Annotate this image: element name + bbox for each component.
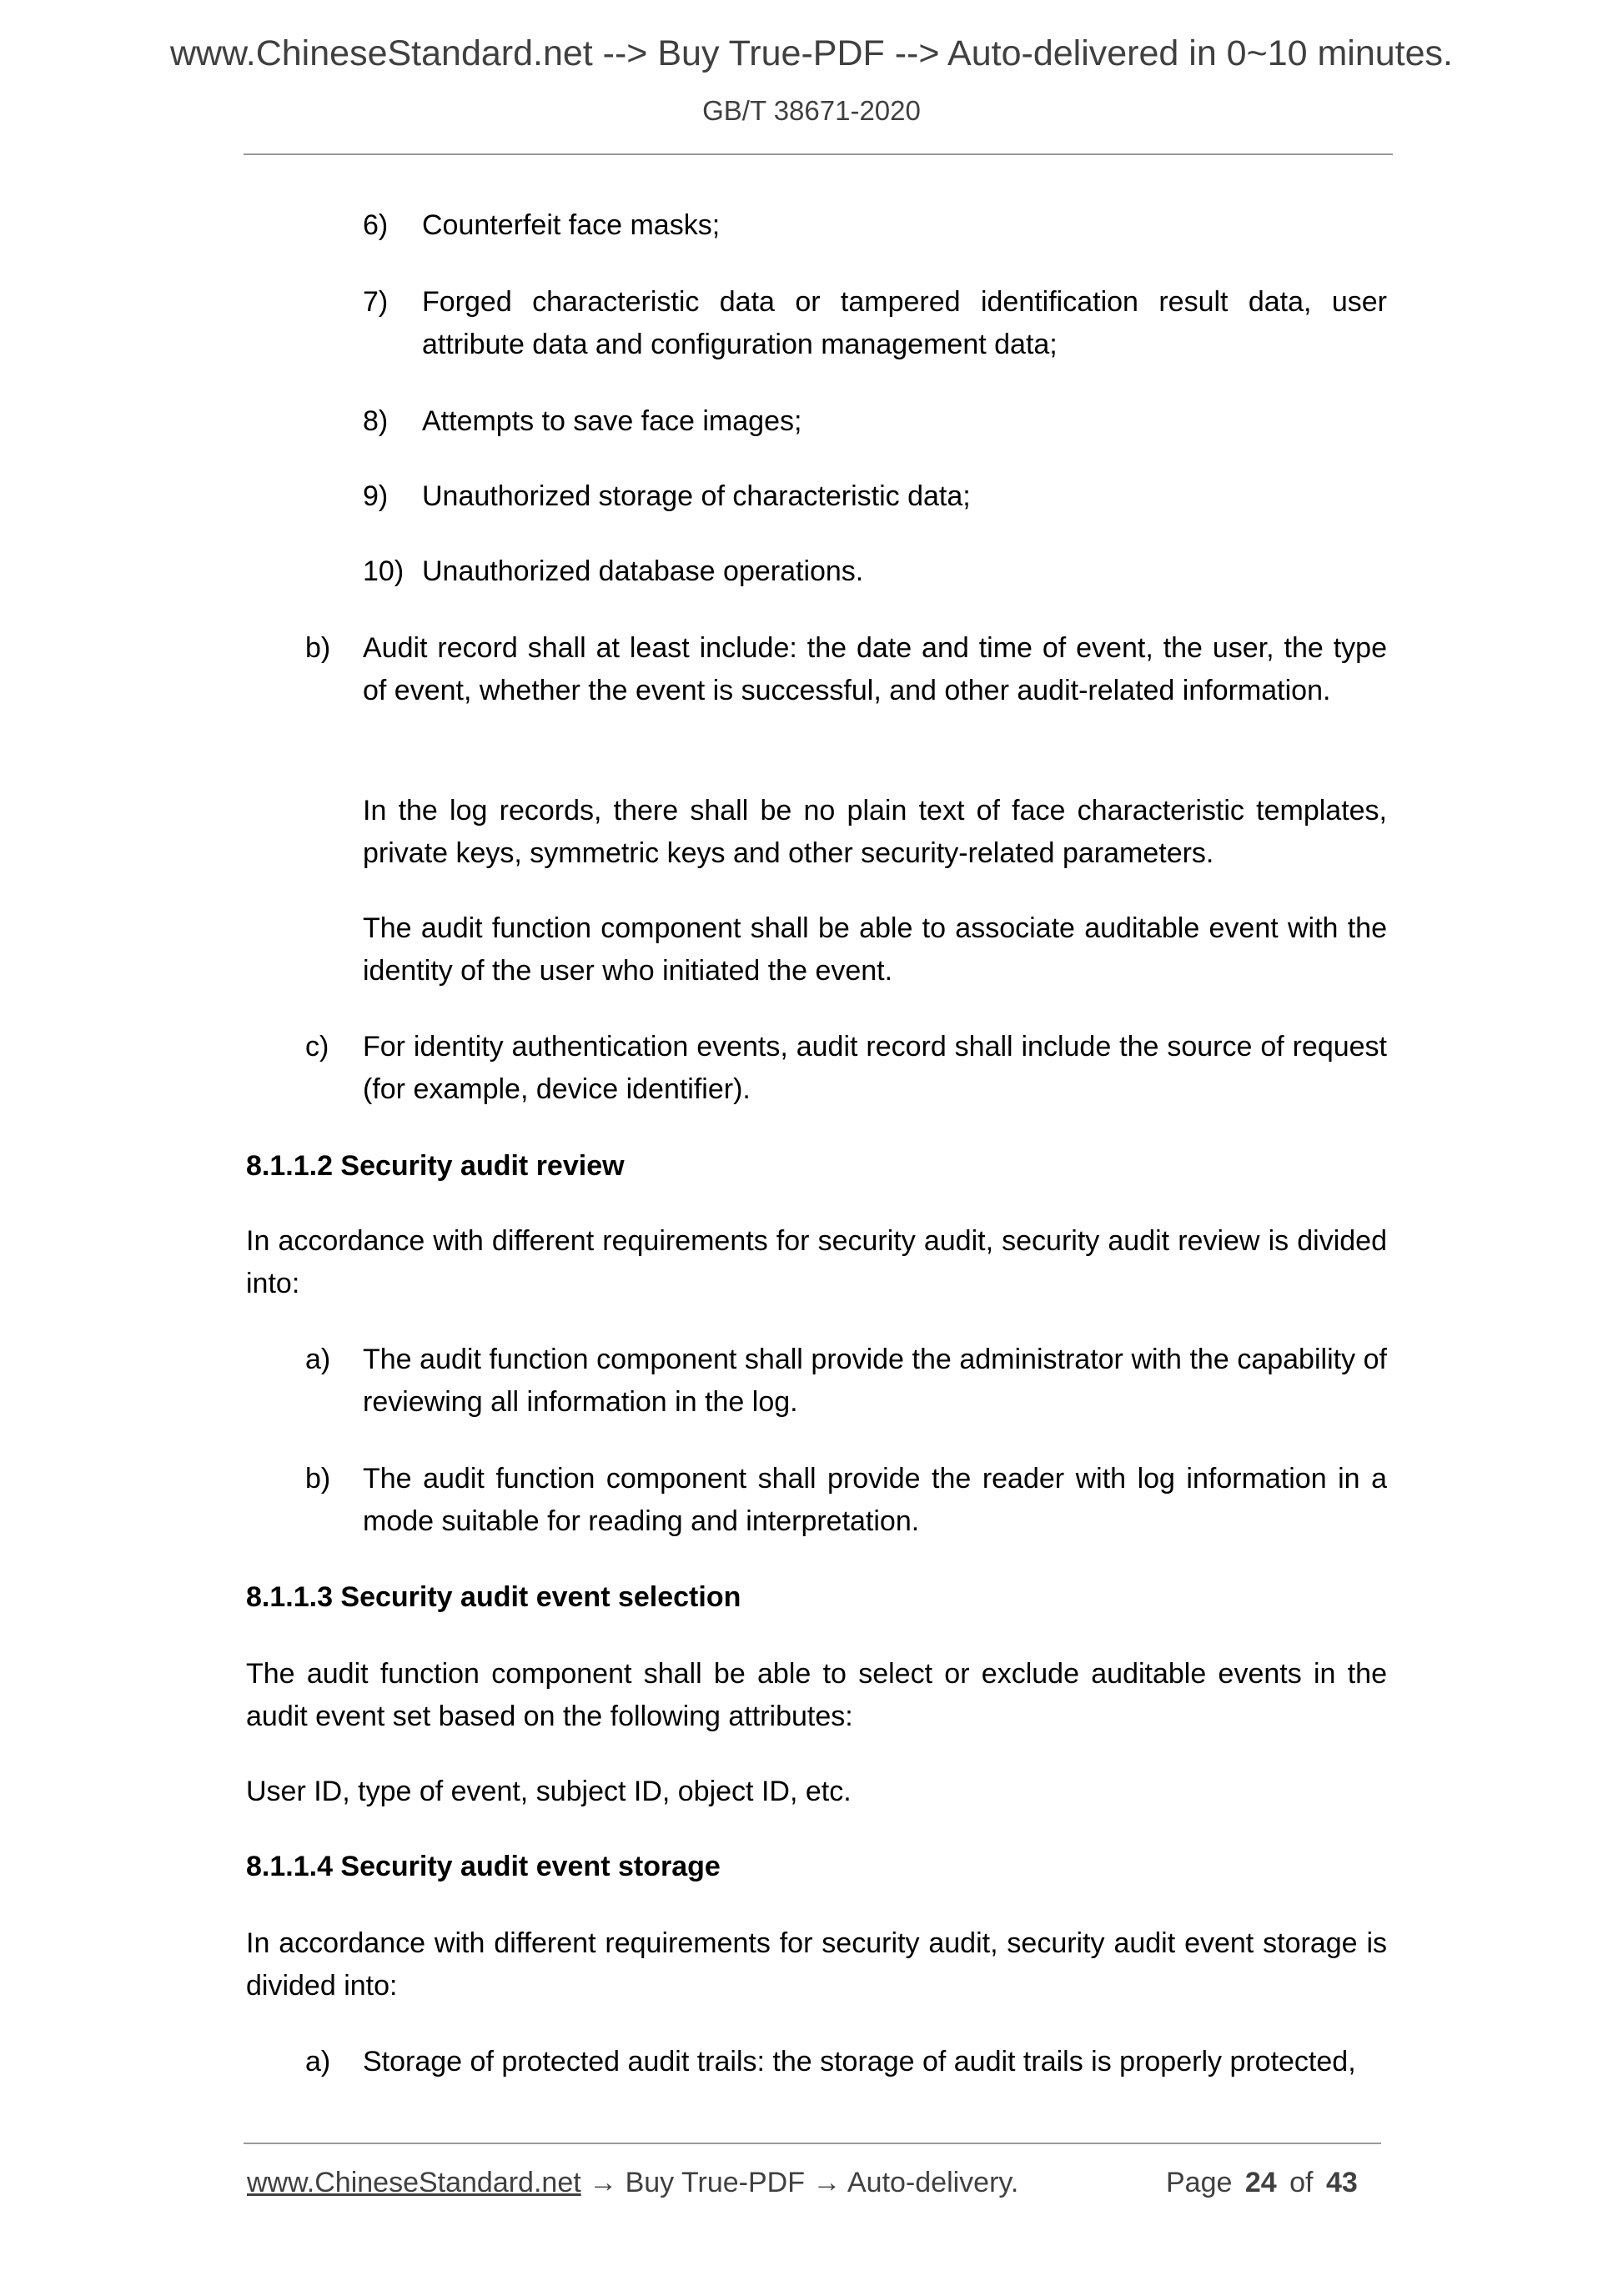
list-letter: a)	[305, 2046, 331, 2077]
paragraph: The audit function component shall be able to select or exclude auditable events in the audit event set based on the following attributes:	[246, 1658, 1387, 1732]
list-item: The audit function component shall provide the administrator with the capability of reviewing all information in the log.	[363, 1344, 1387, 1418]
list-item: Unauthorized database operations.	[422, 555, 864, 587]
page-number: 24	[1244, 2167, 1277, 2198]
standard-number: GB/T 38671-2020	[702, 95, 921, 126]
list-letter: b)	[305, 1463, 331, 1495]
paragraph: The audit function component shall be able to associate auditable event with the identity of the user who initiated the event.	[363, 912, 1387, 987]
page-total: 43	[1325, 2167, 1358, 2198]
footer-link[interactable]: www.ChineseStandard.net	[247, 2167, 581, 2198]
paragraph: In accordance with different requirements for security audit, security audit event storage is divided into:	[246, 1927, 1387, 2002]
list-number: 7)	[363, 286, 389, 318]
footer-text	[247, 2167, 1018, 2199]
list-number: 9)	[363, 480, 389, 512]
section-heading: 8.1.1.4 Security audit event storage	[246, 1851, 721, 1882]
page-label: Page	[1166, 2167, 1233, 2198]
footer-tagline: → Buy True-PDF → Auto-delivery.	[580, 2167, 1019, 2198]
list-item: Audit record shall at least include: the date and time of event, the user, the type of event, whether the event is successful, and other audit-related information.	[363, 632, 1387, 706]
list-number: 6)	[363, 209, 389, 241]
paragraph: In the log records, there shall be no plain text of face characteristic templates, private keys, symmetric keys and other security-related parameters.	[363, 795, 1387, 869]
list-item: For identity authentication events, audit record shall include the source of request (for example, device identifier).	[363, 1031, 1387, 1105]
list-item: Unauthorized storage of characteristic data;	[422, 480, 971, 512]
list-item: The audit function component shall provide the reader with log information in a mode suitable for reading and interpretation.	[363, 1463, 1387, 1537]
list-number: 8)	[363, 405, 389, 437]
paragraph: User ID, type of event, subject ID, object ID, etc.	[246, 1776, 852, 1807]
list-number: 10)	[363, 555, 404, 587]
list-letter: c)	[305, 1031, 329, 1063]
list-item: Forged characteristic data or tampered identification result data, user attribute data and configuration management data;	[422, 286, 1387, 360]
list-letter: a)	[305, 1344, 331, 1375]
header-divider	[244, 153, 1393, 155]
footer-divider	[244, 2143, 1381, 2144]
list-letter: b)	[305, 632, 331, 664]
list-item: Counterfeit face masks;	[422, 209, 721, 241]
section-heading: 8.1.1.2 Security audit review	[246, 1150, 625, 1182]
list-item: Attempts to save face images;	[422, 405, 802, 437]
list-item: Storage of protected audit trails: the storage of audit trails is properly protected,	[363, 2046, 1356, 2077]
header-banner: www.ChineseStandard.net --> Buy True-PDF --> Auto-delivered in 0~10 minutes.	[169, 33, 1453, 73]
page-indicator	[1166, 2167, 1358, 2199]
paragraph: In accordance with different requirements for security audit, security audit review is divided into:	[246, 1225, 1387, 1299]
section-heading: 8.1.1.3 Security audit event selection	[246, 1581, 741, 1613]
of-label: of	[1289, 2167, 1314, 2198]
